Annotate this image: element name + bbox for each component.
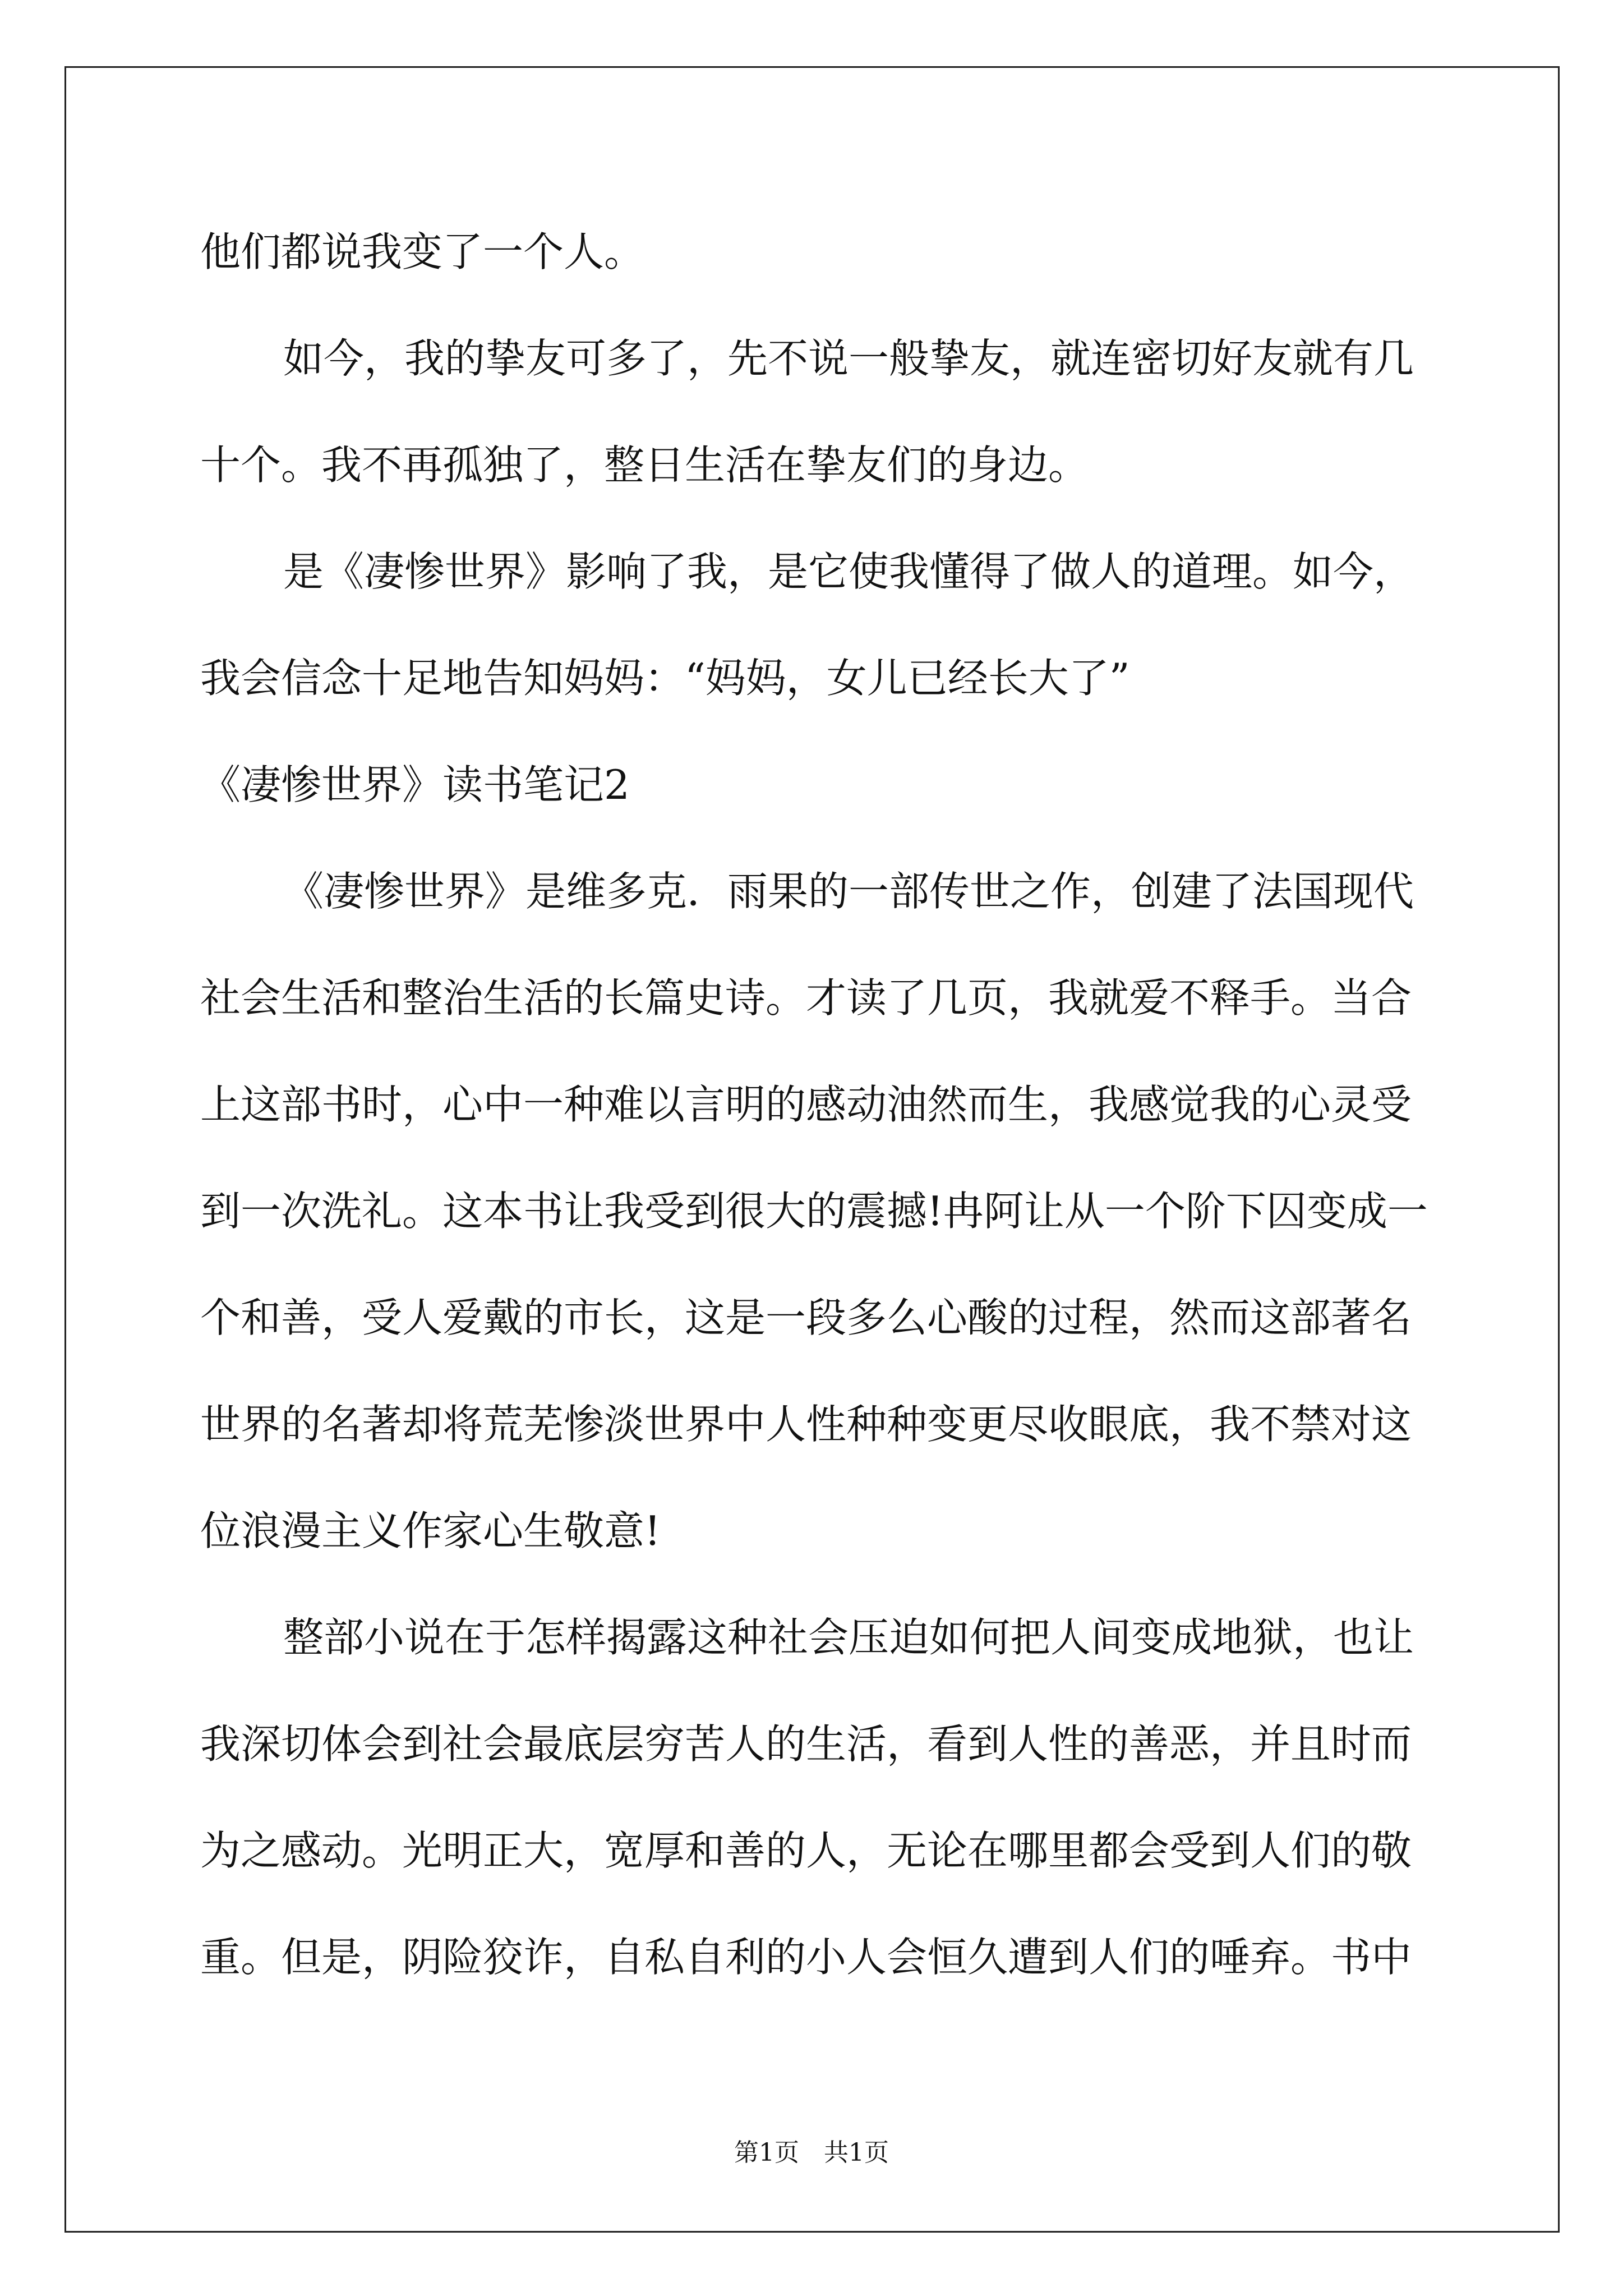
- paragraph-line: 如今，我的挚友可多了，先不说一般挚友，就连密切好友就有几: [283, 335, 1414, 382]
- page-number-footer: 第1页 共1页: [734, 2138, 889, 2167]
- section-heading: 《凄惨世界》读书笔记2: [200, 761, 630, 808]
- paragraph-line: 社会生活和整治生活的长篇史诗。才读了几页，我就爱不释手。当合: [200, 974, 1412, 1022]
- paragraph-line: 重。但是，阴险狡诈，自私自利的小人会恒久遭到人们的唾弃。书中: [200, 1934, 1412, 1981]
- paragraph-line: 到一次洗礼。这本书让我受到很大的震撼!冉阿让从一个阶下囚变成一: [200, 1188, 1428, 1235]
- paragraph-line: 《凄惨世界》是维多克．雨果的一部传世之作，创建了法国现代: [283, 868, 1414, 915]
- paragraph-line: 个和善，受人爱戴的市长，这是一段多么心酸的过程，然而这部著名: [200, 1294, 1412, 1341]
- paragraph-line: 我会信念十足地告知妈妈：“妈妈，女儿已经长大了”: [200, 655, 1130, 702]
- paragraph-line: 上这部书时，心中一种难以言明的感动油然而生，我感觉我的心灵受: [200, 1081, 1412, 1128]
- page-border: [64, 66, 1560, 2233]
- paragraph-line: 我深切体会到社会最底层穷苦人的生活，看到人性的善恶，并且时而: [200, 1720, 1412, 1768]
- paragraph-line: 整部小说在于怎样揭露这种社会压迫如何把人间变成地狱，也让: [283, 1614, 1414, 1661]
- paragraph-line: 他们都说我变了一个人。: [200, 228, 645, 275]
- paragraph-line: 世界的名著却将荒芜惨淡世界中人性种种变更尽收眼底，我不禁对这: [200, 1401, 1412, 1448]
- paragraph-line: 十个。我不再孤独了，整日生活在挚友们的身边。: [200, 441, 1089, 489]
- paragraph-line: 位浪漫主义作家心生敬意!: [200, 1507, 661, 1554]
- paragraph-line: 为之感动。光明正大，宽厚和善的人，无论在哪里都会受到人们的敬: [200, 1827, 1412, 1874]
- paragraph-line: 是《凄惨世界》影响了我，是它使我懂得了做人的道理。如今，: [283, 548, 1414, 595]
